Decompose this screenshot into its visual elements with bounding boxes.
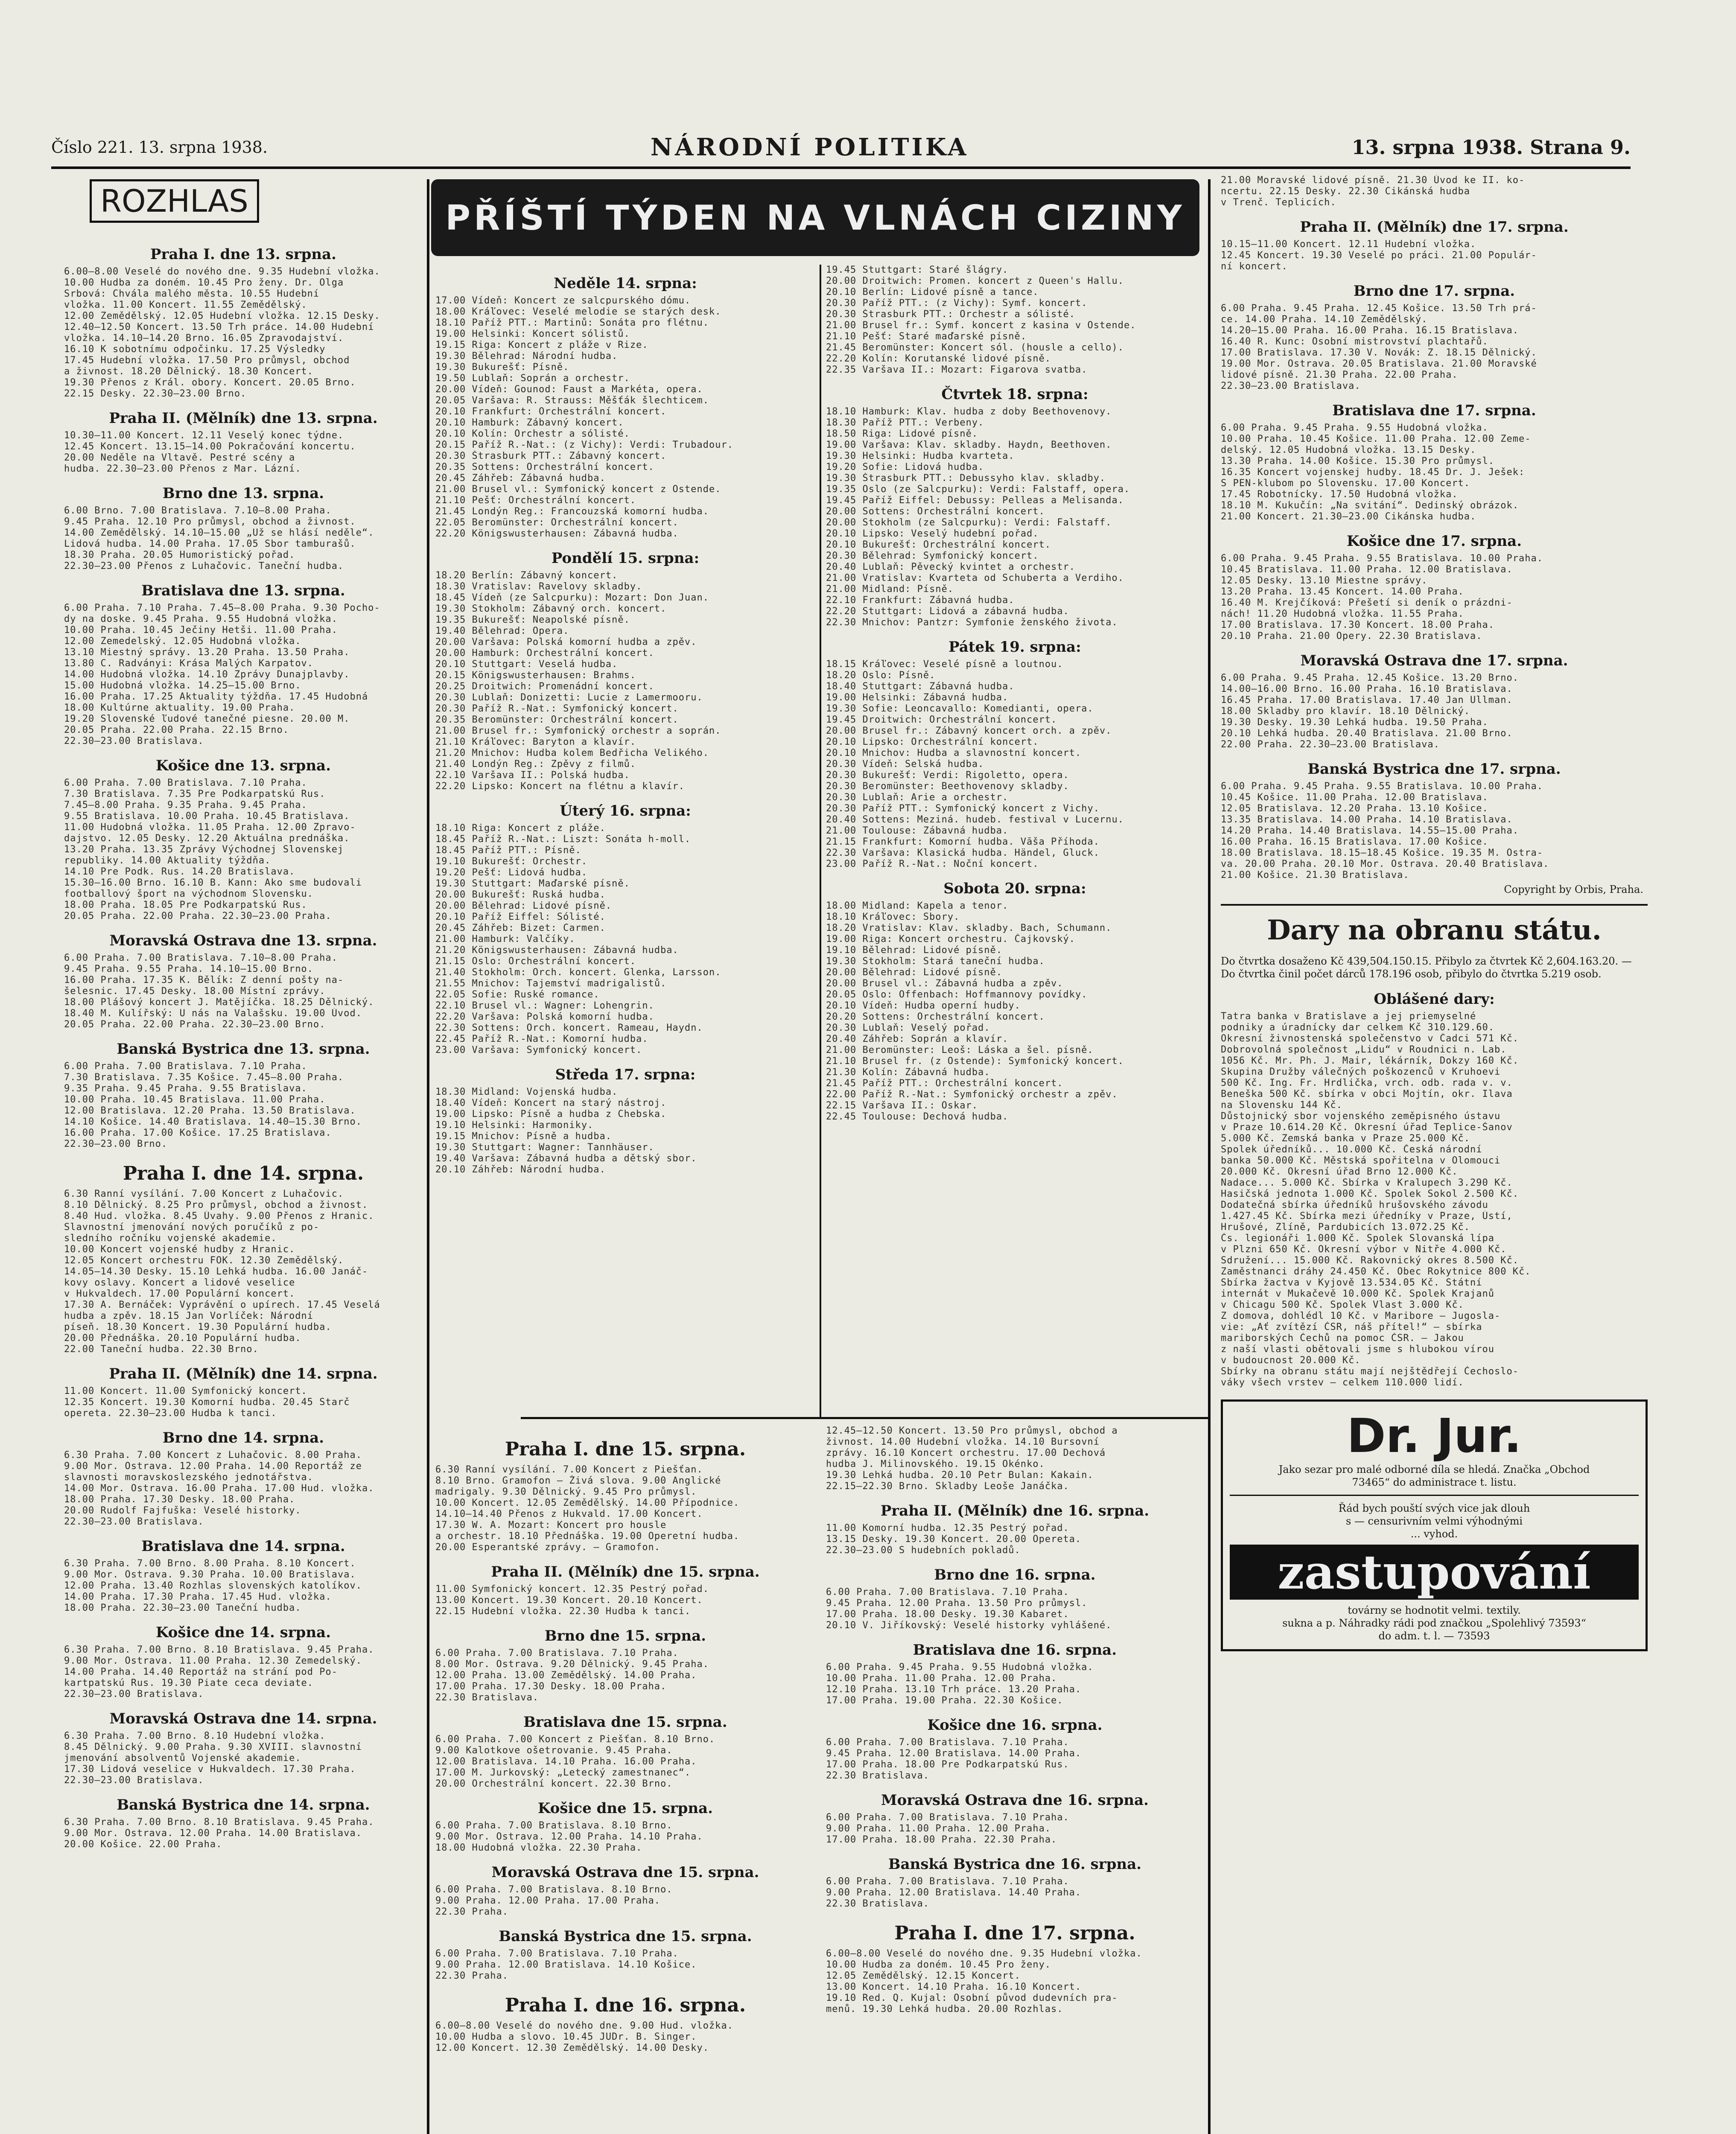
- station-heading: Bratislava dne 17. srpna.: [1332, 402, 1536, 419]
- program-lines: 6.00—8.00 Veselé do nového dne. 9.35 Hudební vložka. 10.00 Hudba za doném. 10.45 Pro ženy. 12.05 Zemědělský. 12.15 Koncert. 13.00 Koncert. 14.10 Praha. 16.10 Koncert. 19.10 Red. Q. Kujal: Osobní původ dudevních pra- menů. 19.30 Lehká hudba. 20.00 Rozhlas.: [826, 1948, 1142, 2014]
- program-lines: 6.30 Praha. 7.00 Brno. 8.10 Hudební vložka. 8.45 Dělnický. 9.00 Praha. 9.30 XVIII. slavnostní jmenování absolventů Vojenské akademie. 17.30 Lidová veselice v Hukvaldech. 17.30 Praha. 22.30—23.00 Bratislava.: [64, 1731, 362, 1786]
- station-heading: Praha I. dne 16. srpna.: [505, 1994, 746, 2016]
- station-heading: Košice dne 13. srpna.: [155, 757, 331, 774]
- classified-ad: Dr. Jur. Jako sezar pro malé odborné díla se hledá. Značka „Obchod 73465“ do administrace t. listu. Řád bych pouští svých vice jak dlouh s — censurivním velmi výhodnými ... vyhod. zastupování továrny se hodnotit velmi. textily. sukna a p. Náhradky rádi pod značkou „Spolehlivý 73593“ do adm. t. l. — 73593: [1221, 1399, 1648, 1651]
- program-lines: 6.00 Praha. 7.00 Bratislava. 7.10—8.00 Praha. 9.45 Praha. 9.55 Praha. 14.10—15.00 Brno. 16.00 Praha. 17.35 K. Bělík: Z denní pošty na- šelesnic. 17.45 Desky. 18.00 Místní zprávy. 18.00 Plášový koncert J. Matějíčka. 18.25 Dělnický. 18.40 M. Kulířský: U nás na Valašsku. 19.00 Úvod. 20.05 Praha. 22.00 Praha. 22.30—23.00 Brno.: [64, 953, 374, 1030]
- program-lines: 19.45 Stuttgart: Staré šlágry. 20.00 Droitwich: Promen. koncert z Queen's Hallu. 20.10 Berlín: Lidové písně a tance. 20.30 Paříž PTT.: (z Vichy): Symf. koncert. 20.30 Štrasburk PTT.: Orchestr a sólisté. 21.00 Brusel fr.: Symf. koncert z kasina v Ostende. 21.10 Pešť: Staré maďarské písně. 21.45 Beromünster: Koncert sól. (housle a cello). 22.20 Kolín: Korutanské lidové písně. 22.35 Varšava II.: Mozart: Figarova svatba.: [826, 265, 1136, 375]
- station-heading: Brno dne 16. srpna.: [934, 1566, 1096, 1583]
- station-heading: Košice dne 17. srpna.: [1346, 533, 1522, 550]
- program-lines: 6.00 Praha. 7.00 Bratislava. 7.10 Praha. 9.45 Praha. 12.00 Bratislava. 14.00 Praha. 17.00 Praha. 18.00 Pre Podkarpatskú Rus. 22.30 Bratislava.: [826, 1737, 1082, 1781]
- day-heading: Čtvrtek 18. srpna:: [941, 386, 1088, 403]
- station-heading: Moravská Ostrava dne 14. srpna.: [109, 1710, 377, 1727]
- program-lines: 6.30 Praha. 7.00 Brno. 8.10 Bratislava. 9.45 Praha. 9.00 Mor. Ostrava. 12.00 Praha. 14.00 Bratislava. 20.00 Košice. 22.00 Praha.: [64, 1817, 374, 1850]
- station-heading: Praha II. (Mělník) dne 17. srpna.: [1300, 219, 1569, 236]
- day-heading: Neděle 14. srpna:: [554, 275, 697, 292]
- article-intro: Do čtvrtka dosaženo Kč 439,504.150.15. Přibylo za čtvrtek Kč 2,604.163.20. — Do čtvrtka činil počet dárců 178.196 osob, přibylo do čtvrtka 5.219 osob.: [1221, 955, 1632, 980]
- foreign-program-column-a: [435, 265, 815, 1408]
- program-lines: 18.20 Berlín: Zábavný koncert. 18.30 Vratislav: Ravelovy skladby. 18.45 Vídeň (ze Salcpurku): Mozart: Don Juan. 19.30 Stokholm: Zábavný orch. koncert. 19.35 Bukurešť: Neapolské písně. 19.40 Bělehrad: Opera. 20.00 Varšava: Polská komorní hudba a zpěv. 20.00 Hamburk: Orchestrální koncert. 20.10 Stuttgart: Veselá hudba. 20.15 Königswusterhausen: Brahms. 20.25 Droitwich: Promenádní koncert. 20.30 Lublaň: Donizetti: Lucie z Lamermooru. 20.30 Paříž R.-Nat.: Symfonický koncert. 20.35 Beromünster: Orchestrální koncert. 21.00 Brusel fr.: Symfonický orchestr a soprán. 21.10 Kráľovec: Baryton a klavír. 21.20 Mnichov: Hudba kolem Bedřicha Velikého. 21.40 Londýn Reg.: Zpěvy z filmů. 22.10 Varšava II.: Polská hudba. 22.20 Lipsko: Koncert na flétnu a klavír.: [435, 570, 721, 792]
- day-heading: Pondělí 15. srpna:: [551, 550, 700, 567]
- program-lines: 6.30 Ranní vysílání. 7.00 Koncert z Piešťan. 8.10 Brno. Gramofon — Živá slova. 9.00 Anglické madrigaly. 9.30 Dělnický. 9.45 Pro průmysl. 10.00 Koncert. 12.05 Zemědělský. 14.00 Přípodnice. 14.10—14.40 Přenos z Hukvald. 17.00 Koncert. 17.30 W. A. Mozart: Koncert pro housle a orchestr. 18.10 Přednáška. 19.00 Operetní hudba. 20.00 Esperantské zprávy. — Gramofon.: [435, 1464, 740, 1553]
- program-lines: 11.00 Koncert. 11.00 Symfonický koncert. 12.35 Koncert. 19.30 Komorní hudba. 20.45 Starč opereta. 22.30—23.00 Hudba k tanci.: [64, 1386, 350, 1419]
- program-lines: 6.30 Praha. 7.00 Koncert z Luhačovic. 8.00 Praha. 9.00 Mor. Ostrava. 12.00 Praha. 14.00 Reportáž ze slavnosti moravskoslezského jednotářstva. 14.00 Mor. Ostrava. 16.00 Praha. 17.00 Hud. vložka. 18.00 Praha. 17.30 Desky. 18.00 Praha. 20.00 Rudolf Fajfuška: Veselé historky. 22.30—23.00 Bratislava.: [64, 1450, 374, 1527]
- program-lines: 6.00 Praha. 7.00 Bratislava. 7.10 Praha. 9.00 Praha. 11.00 Praha. 12.00 Praha. 17.00 Praha. 18.00 Praha. 22.30 Praha.: [826, 1812, 1069, 1845]
- column-rule: [1208, 179, 1211, 2134]
- station-heading: Brno dne 15. srpna.: [544, 1627, 706, 1644]
- station-heading: Banská Bystrica dne 17. srpna.: [1307, 761, 1561, 778]
- station-heading: Bratislava dne 14. srpna.: [141, 1538, 345, 1555]
- program-lines: 6.30 Praha. 7.00 Brno. 8.10 Bratislava. 9.45 Praha. 9.00 Mor. Ostrava. 11.00 Praha. 12.30 Zemedelský. 14.00 Praha. 14.40 Reportáž na strání pod Po- kartpatskú Rus. 19.30 Piate ceca deviate. 22.30—23.00 Bratislava.: [64, 1644, 374, 1700]
- station-heading: Praha II. (Mělník) dne 16. srpna.: [880, 1502, 1150, 1519]
- program-lines: 6.00 Praha. 9.45 Praha. 9.55 Hudobná vložka. 10.00 Praha. 10.45 Košice. 11.00 Praha. 12.00 Zeme- delský. 12.05 Hudobná vložka. 13.15 Desky. 13.30 Praha. 14.00 Košice. 15.30 Pro průmysl. 16.35 Koncert vojenskej hudby. 18.45 Dr. J. Ješek: S PEN-klubom po Slovensku. 17.00 Koncert. 17.45 Robotnícky. 17.50 Hudobná vložka. 18.10 M. Kukučín: „Na svitání“. Dedinský obrázok. 21.00 Koncert. 21.30—23.00 Cikánska hudba.: [1221, 423, 1531, 522]
- radio-program-column-4: [1221, 175, 1648, 2134]
- program-lines: 6.00 Praha. 7.00 Bratislava. 7.10 Praha. 9.00 Praha. 12.00 Bratislava. 14.10 Košice. 22.30 Praha.: [435, 1948, 697, 1981]
- radio-program-column-1: [64, 175, 423, 2134]
- program-lines: 6.00 Praha. 7.00 Bratislava. 7.10 Praha. 7.30 Bratislava. 7.35 Pre Podkarpatskú Rus. 7.45—8.00 Praha. 9.35 Praha. 9.45 Praha. 9.55 Bratislava. 10.00 Praha. 10.45 Bratislava. 11.00 Hudobná vložka. 11.05 Praha. 12.00 Zpravo- dajstvo. 12.05 Desky. 12.20 Aktuálna prednáška. 13.20 Praha. 13.35 Zprávy Východnej Slovenskej republiky. 14.00 Aktuality týždňa. 14.10 Pre Podk. Rus. 14.20 Bratislava. 15.30—16.00 Brno. 16.10 B. Kann: Ako sme budovali footballový šport na východnom Slovensku. 18.00 Praha. 18.05 Pre Podkarpatskú Rus. 20.05 Praha. 22.00 Praha. 22.30—23.00 Praha.: [64, 778, 362, 921]
- program-lines: 18.10 Riga: Koncert z pláže. 18.45 Paříž R.-Nat.: Liszt: Sonáta h-moll. 18.45 Paříž PTT.: Písně. 19.10 Bukurešť: Orchestr. 19.20 Pešť: Lidová hudba. 19.30 Stuttgart: Maďarské písně. 20.00 Bukurešť: Ruská hudba. 20.00 Bělehrad: Lidové písně. 20.10 Paříž Eiffel: Sólisté. 20.45 Záhřeb: Bizet: Carmen. 21.00 Hamburk: Valčíky. 21.20 Königswusterhausen: Zábavná hudba. 21.15 Oslo: Orchestrální koncert. 21.40 Stokholm: Orch. koncert. Glenka, Larsson. 21.55 Mnichov: Tajemství madrigalistů. 22.05 Sofie: Ruské romance. 22.10 Brusel vl.: Wagner: Lohengrin. 22.20 Varšava: Polská komorní hudba. 22.30 Sottens: Orch. koncert. Rameau, Haydn. 22.45 Paříž R.-Nat.: Komorní hudba. 23.00 Varšava: Symfonický koncert.: [435, 823, 721, 1055]
- masthead: NÁRODNÍ POLITIKA: [650, 133, 969, 161]
- program-lines: 6.00—8.00 Veselé do nového dne. 9.00 Hud. vložka. 10.00 Hudba a slovo. 10.45 JUDr. B. Singer. 12.00 Koncert. 12.30 Zemědělský. 14.00 Desky.: [435, 2020, 734, 2053]
- station-heading: Moravská Ostrava dne 16. srpna.: [881, 1792, 1149, 1809]
- issue-number: Číslo 221. 13. srpna 1938.: [51, 138, 268, 157]
- station-heading: Praha I. dne 15. srpna.: [505, 1438, 746, 1460]
- station-heading: Brno dne 13. srpna.: [162, 485, 324, 502]
- station-heading: Praha I. dne 17. srpna.: [894, 1922, 1135, 1944]
- ad-text: zastupování: [1230, 1545, 1639, 1600]
- program-lines: 6.00 Praha. 7.00 Bratislava. 8.10 Brno. 9.00 Praha. 12.00 Praha. 17.00 Praha. 22.30 Praha.: [435, 1884, 673, 1917]
- program-lines: 6.00 Praha. 7.00 Bratislava. 7.10 Praha. 9.45 Praha. 12.00 Praha. 13.50 Pro průmysl. 17.00 Praha. 18.00 Desky. 19.30 Kabaret. 20.10 V. Jiříkovský: Veselé historky vyhlášené.: [826, 1587, 1112, 1631]
- station-heading: Košice dne 15. srpna.: [537, 1800, 713, 1817]
- program-lines: 6.00 Praha. 9.45 Praha. 9.55 Bratislava. 10.00 Praha. 10.45 Bratislava. 11.00 Praha. 12.00 Bratislava. 12.05 Desky. 13.10 Miestne správy. 13.20 Praha. 13.45 Koncert. 14.00 Praha. 16.40 M. Krejčíková: Přešetí si deník o prázdni- nách! 11.20 Hudobná vložka. 11.55 Praha. 17.00 Bratislava. 17.30 Koncert. 18.00 Praha. 20.10 Praha. 21.00 Opery. 22.30 Bratislava.: [1221, 553, 1543, 641]
- article-body: Tatra banka v Bratislave a jej priemyselné podniky a úradnícky dar celkem Kč 310.129.60. Okresní živnostenská společenstvo v Čadci 571 Kč. Dobrovolná společnost „Lidu“ v Roudnici n. Lab. 1056 Kč. Mr. Ph. J. Mair, lékárník, Dokzy 160 Kč. Skupina Družby válečných poškozenců v Kruhoevi 500 Kč. Ing. Fr. Hrdlička, vrch. odb. rada v. v. Beneška 500 Kč. sbírka v obci Mojtín, okr. Ilava na Slovensku 144 Kč. Důstojnický sbor vojenského zeměpisného ústavu v Praze 10.614.20 Kč. Okresní úřad Teplice-Šanov 5.000 Kč. Zemská banka v Praze 25.000 Kč. Spolek úředníků... 10.000 Kč. Česká národní banka 50.000 Kč. Městská spořitelna v Olomouci 20.000 Kč. Okresní úřad Brno 12.000 Kč. Nadace... 5.000 Kč. Sbírka v Kralupech 3.290 Kč. Hasičská jednota 1.000 Kč. Spolek Sokol 2.500 Kč. Dodatečná sbírka úředníků hrušovského závodu 1.427.45 Kč. Sbírka mezi úředníky v Praze, Ústí, Hrušové, Zlíně, Pardubicích 13.072.25 Kč. Čs. legionáři 1.000 Kč. Spolek Slovanská lípa v Plzni 650 Kč. Okresní výbor v Nitře 4.000 Kč. Sdružení... 15.000 Kč. Rakovnický okres 8.500 Kč. Zaměstnanci dráhy 24.450 Kč. Obec Rokytnice 800 Kč. Sbírka žactva v Kyjově 13.534.05 Kč. Státní internát v Mukačevě 10.000 Kč. Spolek Krajanů v Chicagu 500 Kč. Spolek Vlast 3.000 Kč. Z domova, dohlédl 10 Kč. v Maribore — Jugosla- vie: „Ať zvítězí ČSR, náš přítel!“ — sbírka mariborských Čechů na pomoc ČSR. — Jakou z naší vlasti obětovali jsme s hlubokou vírou v budoucnost 20.000 Kč. Sbírky na obranu státu mají nejštědřejí Čechoslo- váky všech vrstev — celkem 110.000 lidí.: [1221, 1011, 1531, 1388]
- program-lines: 10.30—11.00 Koncert. 12.11 Veselý konec týdne. 12.45 Koncert. 13.15—14.00 Pokračování koncertu. 20.00 Neděle na Vltavě. Pestré scény a hudba. 22.30—23.00 Přenos z Mar. Lázní.: [64, 430, 356, 474]
- program-lines: 6.00 Praha. 7.00 Bratislava. 7.10 Praha. 7.30 Bratislava. 7.35 Košice. 7.45—8.00 Praha. 9.35 Praha. 9.45 Praha. 9.55 Bratislava. 10.00 Praha. 10.45 Bratislava. 11.00 Praha. 12.00 Bratislava. 12.20 Praha. 13.50 Bratislava. 14.10 Košice. 14.40 Bratislava. 14.40—15.30 Brno. 16.00 Praha. 17.00 Košice. 17.25 Bratislava. 22.30—23.00 Brno.: [64, 1061, 362, 1149]
- ad-heading: Dr. Jur.: [1347, 1408, 1522, 1463]
- station-heading: Banská Bystrica dne 14. srpna.: [117, 1796, 370, 1813]
- program-lines: 6.00 Praha. 7.00 Bratislava. 7.10 Praha. 8.00 Mor. Ostrava. 9.20 Dělnický. 9.45 Praha. 12.00 Praha. 13.00 Zemědělský. 14.00 Praha. 17.00 Praha. 17.30 Desky. 18.00 Praha. 22.30 Bratislava.: [435, 1648, 709, 1703]
- program-lines: 6.00 Praha. 7.00 Koncert z Piešťan. 8.10 Brno. 9.00 Kalotkove ošetrovanie. 9.45 Praha. 12.00 Bratislava. 14.10 Praha. 16.00 Praha. 17.00 M. Jurkovský: „Letecký zamestnanec“. 20.00 Orchestrální koncert. 22.30 Brno.: [435, 1734, 715, 1789]
- foreign-radio-banner: PŘÍŠTÍ TÝDEN NA VLNÁCH CIZINY: [431, 179, 1199, 256]
- article-title: Dary na obranu státu.: [1267, 914, 1602, 946]
- program-lines: 18.10 Hamburk: Klav. hudba z doby Beethovenovy. 18.30 Paříž PTT.: Verbeny. 18.50 Riga: Lidové písně. 19.00 Varšava: Klav. skladby. Haydn, Beethoven. 19.30 Helsinki: Hudba kvarteta. 19.20 Sofie: Lidová hudba. 19.30 Štrasburk PTT.: Debussyho klav. skladby. 19.35 Oslo (ze Salcpurku): Verdi: Falstaff, opera. 19.45 Paříž Eiffel: Debussy: Pelleas a Melisanda. 20.00 Sottens: Orchestrální koncert. 20.00 Stokholm (ze Salcpurku): Verdi: Falstaff. 20.10 Lipsko: Veselý hudební pořad. 20.10 Bukurešť: Orchestrální koncert. 20.30 Bělehrad: Symfonický koncert. 20.40 Lublaň: Pěvecký kvintet a orchestr. 21.00 Vratislav: Kvarteta od Schuberta a Verdiho. 21.00 Midland: Písně. 22.10 Frankfurt: Zábavná hudba. 22.20 Stuttgart: Lidová a zábavná hudba. 22.30 Mnichov: Pantzr: Symfonie ženského života.: [826, 406, 1130, 628]
- program-lines: 6.00 Brno. 7.00 Bratislava. 7.10—8.00 Praha. 9.45 Praha. 12.10 Pro průmysl, obchod a živnost. 14.00 Zemědělský. 14.10—15.00 „Už se hlásí neděle“. Lidová hudba. 14.00 Praha. 17.05 Sbor tamburašů. 18.30 Praha. 20.05 Humoristický pořad. 22.30—23.00 Přenos z Luhačovic. Taneční hudba.: [64, 505, 374, 571]
- program-lines: 11.00 Komorní hudba. 12.35 Pestrý pořad. 13.15 Desky. 19.30 Koncert. 20.00 Opereta. 22.30—23.00 S hudebních pokladů.: [826, 1523, 1082, 1556]
- station-heading: Praha II. (Mělník) dne 13. srpna.: [109, 410, 378, 427]
- program-lines: 6.30 Ranní vysílání. 7.00 Koncert z Luhačovic. 8.10 Dělnický. 8.25 Pro průmysl, obchod a živnost. 8.40 Hud. vložka. 8.45 Úvahy. 9.00 Přenos z Hranic. Slavnostní jmenování nových poručíků z po- sledního ročníku vojenské akademie. 10.00 Koncert vojenské hudby z Hranic. 12.05 Koncert orchestru FOK. 12.30 Zemědělský. 14.05—14.30 Desky. 15.10 Lehká hudba. 16.00 Janáč- kovy oslavy. Koncert a lidové veselice v Hukvaldech. 17.00 Populární koncert. 17.30 A. Bernáček: Vyprávění o upírech. 17.45 Veselá hudba a zpěv. 18.15 Jan Vorlíček: Národní píseň. 18.30 Koncert. 19.30 Populární hudba. 20.00 Přednáška. 20.10 Populární hudba. 22.00 Taneční hudba. 22.30 Brno.: [64, 1189, 380, 1355]
- station-heading: Praha II. (Mělník) dne 14. srpna.: [109, 1365, 378, 1382]
- program-lines: 6.00 Praha. 7.10 Praha. 7.45—8.00 Praha. 9.30 Pocho- dy na doske. 9.45 Praha. 9.55 Hudobná vložka. 10.00 Praha. 10.45 Ječiny Hetši. 11.00 Praha. 12.00 Zemedelský. 12.05 Hudobná vložka. 13.10 Miestný správy. 13.20 Praha. 13.50 Praha. 13.80 C. Radványi: Krása Malých Karpatov. 14.00 Hudobná vložka. 14.10 Zprávy Dunajplavby. 15.00 Hudobná vložka. 14.25—15.00 Brno. 16.00 Praha. 17.25 Aktuality týždňa. 17.45 Hudobná 18.00 Kultúrne aktuality. 19.00 Praha. 19.20 Slovenské ľudové tanečné piesne. 20.00 M. 20.05 Praha. 22.00 Praha. 22.15 Brno. 22.30—23.00 Bratislava.: [64, 603, 380, 746]
- station-heading: Moravská Ostrava dne 13. srpna.: [109, 932, 377, 949]
- day-heading: Úterý 16. srpna:: [560, 802, 691, 819]
- station-heading: Košice dne 16. srpna.: [927, 1717, 1103, 1734]
- column-rule: [427, 179, 429, 2134]
- program-lines: 6.00 Praha. 7.00 Bratislava. 7.10 Praha. 9.00 Praha. 12.00 Bratislava. 14.40 Praha. 22.30 Bratislava.: [826, 1876, 1082, 1909]
- station-heading: Košice dne 14. srpna.: [155, 1624, 331, 1641]
- page-header: [51, 128, 1631, 169]
- station-heading: Praha II. (Mělník) dne 15. srpna.: [491, 1563, 760, 1580]
- program-lines: 17.00 Vídeň: Koncert ze salcpurského dómu. 18.00 Kráľovec: Veselé melodie se starých desk. 18.10 Paříž PTT.: Martinů: Sonáta pro flétnu. 19.00 Helsinki: Koncert sólistů. 19.15 Riga: Koncert z pláže v Rize. 19.30 Bělehrad: Národní hudba. 19.30 Bukurešť: Písně. 19.50 Lublaň: Soprán a orchestr. 20.00 Vídeň: Gounod: Faust a Markéta, opera. 20.05 Varšava: R. Strauss: Měšťák šlechticem. 20.10 Frankfurt: Orchestrální koncert. 20.10 Hamburk: Zábavný koncert. 20.10 Kolín: Orchestr a sólisté. 20.15 Paříž R.-Nat.: (z Vichy): Verdi: Trubadour. 20.30 Štrasburk PTT.: Zábavný koncert. 20.35 Sottens: Orchestrální koncert. 20.45 Záhřeb: Zábavná hudba. 21.00 Brusel vl.: Symfonický koncert z Ostende. 21.10 Pešť: Orchestrální koncert. 21.45 Londýn Reg.: Francouzská komorní hudba. 22.05 Beromünster: Orchestrální koncert. 22.20 Königswusterhausen: Zábavná hudba.: [435, 295, 734, 539]
- radio-program-column-lower-a: [435, 1426, 815, 2134]
- program-lines: 11.00 Symfonický koncert. 12.35 Pestrý pořad. 13.00 Koncert. 19.30 Koncert. 20.10 Koncert. 22.15 Hudební vložka. 22.30 Hudba k tanci.: [435, 1584, 709, 1617]
- station-heading: Brno dne 14. srpna.: [162, 1429, 324, 1446]
- day-heading: Pátek 19. srpna:: [948, 638, 1081, 656]
- program-lines: 6.00 Praha. 9.45 Praha. 12.45 Košice. 13.50 Trh prá- ce. 14.00 Praha. 14.10 Zemědělský. 14.20—15.00 Praha. 16.00 Praha. 16.15 Bratislava. 16.40 R. Kunc: Osobní mistrovství plachtařů. 17.00 Bratislava. 17.30 V. Novák: Z. 18.15 Dělnický. 19.00 Mor. Ostrava. 20.05 Bratislava. 21.00 Moravské lidové písně. 21.30 Praha. 22.00 Praha. 22.30—23.00 Bratislava.: [1221, 303, 1537, 391]
- program-lines: 6.00 Praha. 9.45 Praha. 9.55 Hudobná vložka. 10.00 Praha. 11.00 Praha. 12.00 Praha. 12.10 Praha. 13.10 Trh práce. 13.20 Praha. 17.00 Praha. 19.00 Praha. 22.30 Košice.: [826, 1662, 1094, 1706]
- program-lines: 6.00 Praha. 9.45 Praha. 9.55 Bratislava. 10.00 Praha. 10.45 Košice. 11.00 Praha. 12.00 Bratislava. 12.05 Bratislava. 12.20 Praha. 13.10 Košice. 13.35 Bratislava. 14.00 Praha. 14.10 Bratislava. 14.20 Praha. 14.40 Bratislava. 14.55—15.00 Praha. 16.00 Praha. 16.15 Bratislava. 17.00 Košice. 18.00 Bratislava. 18.15—18.45 Košice. 19.35 M. Ostra- va. 20.00 Praha. 20.10 Mor. Ostrava. 20.40 Bratislava. 21.00 Košice. 21.30 Bratislava.: [1221, 781, 1549, 880]
- radio-program-column-lower-b: [826, 1426, 1204, 2134]
- day-heading: Středa 17. srpna:: [555, 1066, 696, 1083]
- day-heading: Sobota 20. srpna:: [943, 880, 1086, 897]
- station-heading: Praha I. dne 14. srpna.: [123, 1163, 364, 1184]
- program-lines: 18.00 Midland: Kapela a tenor. 18.10 Kráľovec: Sbory. 18.20 Vratislav: Klav. skladby. Bach, Schumann. 19.00 Riga: Koncert orchestru. Čajkovský. 19.10 Bělehrad: Lidové písně. 19.30 Stokholm: Stará taneční hudba. 20.00 Bělehrad: Lidové písně. 20.00 Brusel vl.: Zábavná hudba a zpěv. 20.05 Oslo: Offenbach: Hoffmannovy povídky. 20.10 Vídeň: Hudba operní hudby. 20.20 Sottens: Orchestrální koncert. 20.30 Lublaň: Veselý pořad. 20.40 Záhřeb: Soprán a klavír. 21.00 Beromünster: Leoš: Láska a šel. písně. 21.10 Brusel fr. (z Ostende): Symfonický koncert. 21.30 Kolín: Zábavná hudba. 21.45 Paříž PTT.: Orchestrální koncert. 22.00 Paříž R.-Nat.: Symfonický orchestr a zpěv. 22.15 Varšava II.: Oskar. 22.45 Toulouse: Dechová hudba.: [826, 901, 1124, 1122]
- station-heading: Moravská Ostrava dne 17. srpna.: [1300, 652, 1568, 669]
- page-number: 13. srpna 1938. Strana 9.: [1351, 136, 1631, 159]
- station-heading: Praha I. dne 13. srpna.: [150, 246, 337, 263]
- program-lines: 21.00 Moravské lidové písně. 21.30 Úvod ke II. ko- ncertu. 22.15 Desky. 22.30 Cikánská hudba v Trenč. Teplicích.: [1221, 175, 1525, 208]
- foreign-program-column-b: [826, 265, 1204, 1408]
- station-heading: Banská Bystrica dne 15. srpna.: [499, 1928, 752, 1945]
- station-heading: Banská Bystrica dne 13. srpna.: [117, 1041, 370, 1058]
- copyright-note: Copyright by Orbis, Praha.: [1504, 883, 1643, 895]
- station-heading: Moravská Ostrava dne 15. srpna.: [491, 1864, 759, 1881]
- program-lines: 6.00—8.00 Veselé do nového dne. 9.35 Hudební vložka. 10.00 Hudba za doném. 10.45 Pro ženy. Dr. Olga Srbová: Chvála malého města. 10.55 Hudební vložka. 11.00 Koncert. 11.55 Zemědělský. 12.00 Zemědělský. 12.05 Hudební vložka. 12.15 Desky. 12.40—12.50 Koncert. 13.50 Trh práce. 14.00 Hudební vložka. 14.10—14.20 Brno. 16.05 Zpravodajství. 16.10 K sobotnímu odpočinku. 17.25 Výsledky 17.45 Hudební vložka. 17.50 Pro průmysl, obchod a živnost. 18.20 Dělnický. 18.30 Koncert. 19.30 Přenos z Král. obory. Koncert. 20.05 Brno. 22.15 Desky. 22.30—23.00 Brno.: [64, 266, 380, 399]
- program-lines: 10.15—11.00 Koncert. 12.11 Hudební vložka. 12.45 Koncert. 19.30 Veselé po práci. 21.00 Populár- ní koncert.: [1221, 239, 1537, 272]
- station-heading: Bratislava dne 15. srpna.: [523, 1714, 727, 1731]
- program-lines: 18.15 Kráľovec: Veselé písně a loutnou. 18.20 Oslo: Písně. 18.40 Stuttgart: Zábavná hudba. 19.00 Helsinki: Zábavná hudba. 19.30 Sofie: Leoncavallo: Komedianti, opera. 19.45 Droitwich: Orchestrální koncert. 20.00 Brusel fr.: Zábavný koncert orch. a zpěv. 20.10 Lipsko: Orchestrální koncert. 20.10 Mnichov: Hudba a slavnostní koncert. 20.30 Vídeň: Selská hudba. 20.30 Bukurešť: Verdi: Rigoletto, opera. 20.30 Beromünster: Beethovenovy skladby. 20.30 Lublaň: Arie a orchestr. 20.30 Paříž PTT.: Symfonický koncert z Vichy. 20.40 Sottens: Meziná. hudeb. festival v Lucernu. 21.00 Toulouse: Zábavná hudba. 21.15 Frankfurt: Komorní hudba. Vāša Příhoda. 22.30 Varšava: Klasická hudba. Händel, Gluck. 23.00 Paříž R.-Nat.: Noční koncert.: [826, 659, 1124, 869]
- program-lines: 6.30 Praha. 7.00 Brno. 8.00 Praha. 8.10 Koncert. 9.00 Mor. Ostrava. 9.30 Praha. 10.00 Bratislava. 12.00 Praha. 13.40 Rozhlas slovenských katolíkov. 14.00 Praha. 17.30 Praha. 17.45 Hud. vložka. 18.00 Praha. 22.30—23.00 Taneční hudba.: [64, 1558, 362, 1613]
- program-lines: 12.45—12.50 Koncert. 13.50 Pro průmysl, obchod a živnost. 14.00 Hudební vložka. 14.10 Bursovní zprávy. 16.10 Koncert orchestru. 17.00 Dechová hudba J. Milinovského. 19.15 Okénko. 19.30 Lehká hudba. 20.10 Petr Bulan: Kakain. 22.15—22.30 Brno. Skladby Leoše Janáčka.: [826, 1426, 1118, 1492]
- column-rule: [820, 265, 821, 1417]
- station-heading: Brno dne 17. srpna.: [1353, 283, 1515, 300]
- program-lines: 18.30 Midland: Vojenská hudba. 18.40 Vídeň: Koncert na starý nástroj. 19.00 Lipsko: Písně a hudba z Chebska. 19.10 Helsinki: Harmoniky. 19.15 Mnichov: Písně a hudba. 19.30 Stuttgart: Wagner: Tannhäuser. 19.40 Varšava: Zábavná hudba a dětský sbor. 20.10 Záhřeb: Národní hudba.: [435, 1087, 697, 1175]
- station-heading: Banská Bystrica dne 16. srpna.: [888, 1856, 1142, 1873]
- section-title: ROZHLAS: [90, 179, 259, 223]
- program-lines: 6.00 Praha. 9.45 Praha. 12.45 Košice. 13.20 Brno. 14.00—16.00 Brno. 16.00 Praha. 16.10 Bratislava. 16.45 Praha. 17.00 Bratislava. 17.40 Jan Ullman. 18.00 Skladby pro klavír. 18.10 Dělnický. 19.30 Desky. 19.30 Lehká hudba. 19.50 Praha. 20.10 Lehká hudba. 20.40 Bratislava. 21.00 Brno. 22.00 Praha. 22.30—23.00 Bratislava.: [1221, 673, 1519, 750]
- section-rule: [521, 1417, 1208, 1419]
- article-subheading: Oblášené dary:: [1374, 991, 1495, 1008]
- station-heading: Bratislava dne 13. srpna.: [141, 582, 345, 599]
- program-lines: 6.00 Praha. 7.00 Bratislava. 8.10 Brno. 9.00 Mor. Ostrava. 12.00 Praha. 14.10 Praha. 18.00 Hudobná vložka. 22.30 Praha.: [435, 1820, 703, 1853]
- station-heading: Bratislava dne 16. srpna.: [913, 1641, 1117, 1659]
